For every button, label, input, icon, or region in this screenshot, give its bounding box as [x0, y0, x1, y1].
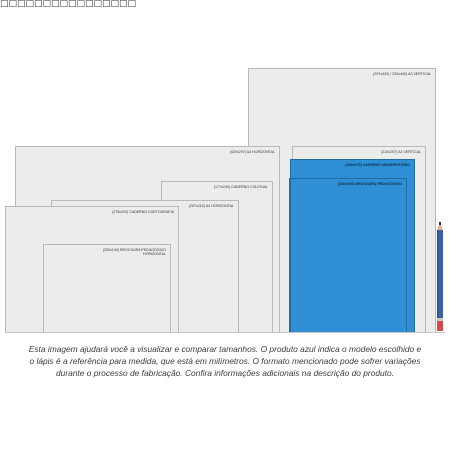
caption-line-2: o lápis é a referência para medida, que está em milímetros. O formato mencionado pode sofrer variações	[29, 356, 421, 366]
pencil-lead	[439, 222, 441, 225]
sheet-label-a4-vertical: (210x297) A4 VERTICAL	[381, 150, 421, 154]
sheet-label-caderno-cartografia: (275x200) CADERNO CARTOGRAFIA	[112, 210, 174, 214]
baseline-rule	[5, 332, 445, 333]
sheet-label-caderno-colegial: (177x240) CADERNO COLEGIAL	[213, 185, 268, 189]
caption-text	[18, 343, 432, 379]
caption-line-3: durante o processo de fabricação. Confira informações adicionais na descrição do produto.	[56, 368, 394, 378]
pencil-eraser	[437, 321, 443, 331]
sheet-label-caderno-universitario: (200x275) CADERNO UNIVERSITÁRIO	[345, 163, 410, 167]
sheet-label-brochura-pedagogico-horizontal: (200x140) BROCHURA PEDAGÓGICO HORIZONTAL	[102, 248, 166, 256]
header-placeholder-glyphs: □□□□□□□□□□□□□□□□	[0, 0, 137, 9]
sheet-brochura-pedagogico-horizontal	[43, 244, 171, 333]
sheet-label-brochura-pedagogico-vertical: (140x200) BROCHURA PEDAGÓGICO	[338, 182, 402, 186]
pencil-icon	[437, 222, 443, 332]
sheet-label-a4-horizontal: (297x210) A4 HORIZONTAL	[188, 204, 234, 208]
caption-line-1: Esta imagem ajudará você a visualizar e comparar tamanhos. O produto azul indica o modelo escolhido e	[28, 344, 422, 354]
pencil-body	[437, 230, 443, 318]
sheet-label-a3-vertical: (297x420) / 320x440) A3 VERTICAL	[373, 72, 431, 76]
sheet-label-a3-horizontal: (420x297) A3 HORIZONTAL	[229, 150, 275, 154]
sheet-brochura-pedagogico-vertical	[289, 178, 407, 333]
